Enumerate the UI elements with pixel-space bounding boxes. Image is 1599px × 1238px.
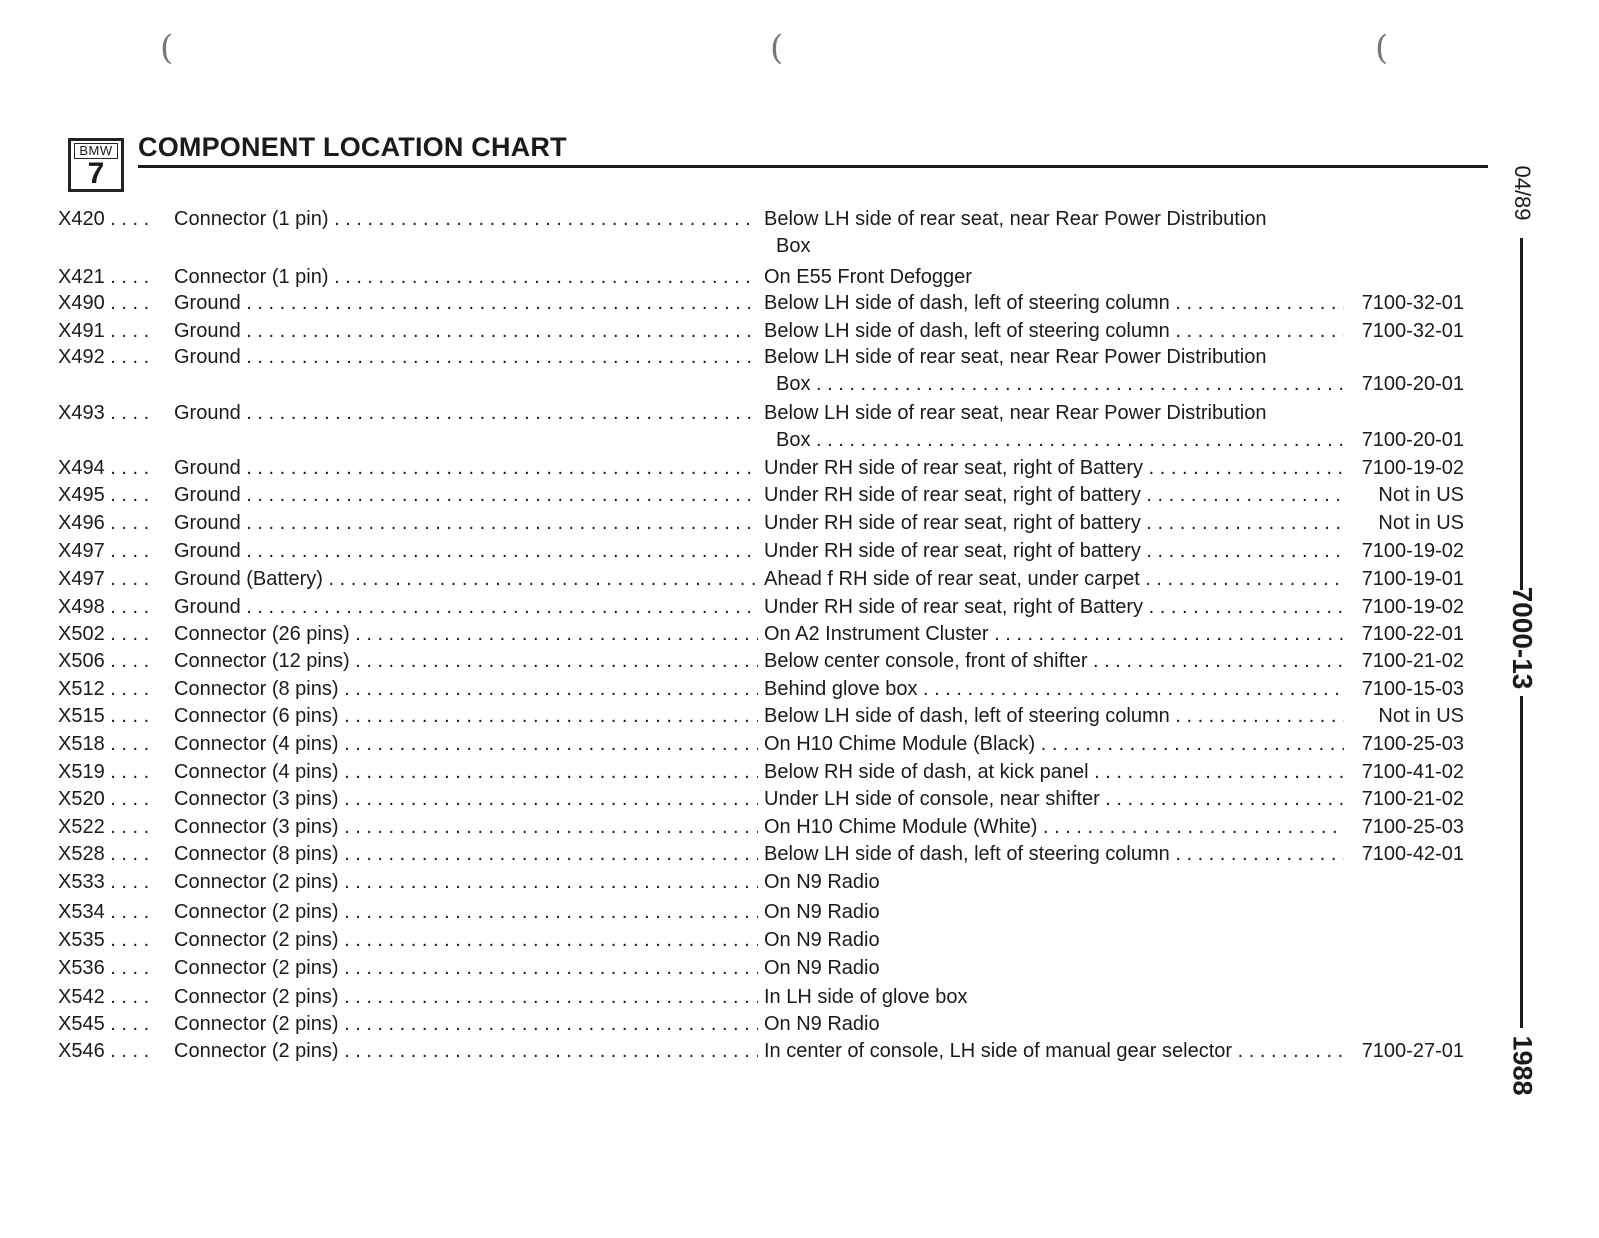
- table-row: [0, 1038, 1500, 1064]
- table-row: [0, 1011, 1500, 1037]
- table-row: [0, 566, 1500, 592]
- component-location: In LH side of glove box: [764, 986, 968, 1008]
- reference-number: 7100-19-01: [1361, 568, 1464, 590]
- reference-number: 7100-25-03: [1361, 733, 1464, 755]
- component-location: Below LH side of dash, left of steering column . . .: [764, 318, 1344, 344]
- component-code: X490 . . . .: [58, 290, 174, 316]
- component-location: Under LH side of console, near shifter . . .: [764, 786, 1344, 812]
- component-name: Connector (6 pins) . . .: [174, 703, 758, 729]
- component-location: On H10 Chime Module (Black) . . .: [764, 731, 1344, 757]
- component-name: Connector (8 pins) . . .: [174, 676, 758, 702]
- bmw-7-series-logo: [68, 138, 124, 192]
- component-code: X492 . . . .: [58, 344, 174, 370]
- component-location: Below LH side of rear seat, near Rear Power Distribution: [764, 346, 1267, 368]
- component-location: On N9 Radio: [764, 957, 880, 979]
- reference-number: 7100-21-02: [1361, 788, 1464, 810]
- component-name: Ground . . .: [174, 290, 758, 316]
- component-location: Below LH side of dash, left of steering column . . .: [764, 703, 1344, 729]
- table-row: [0, 264, 1500, 290]
- component-code: X534 . . . .: [58, 899, 174, 925]
- reference-number: 7100-42-01: [1361, 843, 1464, 865]
- component-code: X420 . . . .: [58, 206, 174, 232]
- component-name: Connector (2 pins) . . .: [174, 1038, 758, 1064]
- table-row: [0, 290, 1500, 316]
- table-row: [0, 899, 1500, 925]
- component-code: X520 . . . .: [58, 786, 174, 812]
- component-code: X491 . . . .: [58, 318, 174, 344]
- component-name: Connector (4 pins) . . .: [174, 731, 758, 757]
- table-row: [0, 482, 1500, 508]
- component-code: X536 . . . .: [58, 955, 174, 981]
- component-location: Below center console, front of shifter . . .: [764, 648, 1344, 674]
- component-name: Ground . . .: [174, 455, 758, 481]
- component-name: Connector (12 pins) . . .: [174, 648, 758, 674]
- component-location-continued: Box . . .: [776, 427, 1344, 453]
- component-location: On N9 Radio: [764, 871, 880, 893]
- reference-number: 7100-19-02: [1361, 457, 1464, 479]
- page-title: COMPONENT LOCATION CHART: [138, 132, 567, 162]
- component-code: X528 . . . .: [58, 841, 174, 867]
- component-code: X522 . . . .: [58, 814, 174, 840]
- margin-date: 04/89: [1510, 165, 1535, 221]
- component-location: On N9 Radio: [764, 901, 880, 923]
- reference-number: 7100-19-02: [1361, 596, 1464, 618]
- component-location: On H10 Chime Module (White) . . .: [764, 814, 1344, 840]
- component-location: On A2 Instrument Cluster . . .: [764, 621, 1344, 647]
- reference-number: Not in US: [1378, 512, 1464, 534]
- margin-section-number: 7000-13: [1507, 586, 1538, 690]
- component-code: X497 . . . .: [58, 538, 174, 564]
- component-name: Connector (2 pins) . . .: [174, 1011, 758, 1037]
- component-code: X535 . . . .: [58, 927, 174, 953]
- reference-number: 7100-21-02: [1361, 650, 1464, 672]
- component-location: On N9 Radio: [764, 1013, 880, 1035]
- component-code: X496 . . . .: [58, 510, 174, 536]
- reference-number: 7100-20-01: [1361, 373, 1464, 395]
- table-row: [0, 841, 1500, 867]
- component-location-continued: Box: [776, 235, 811, 257]
- margin-rule: [1520, 238, 1523, 590]
- table-row: [0, 400, 1500, 451]
- component-code: X494 . . . .: [58, 455, 174, 481]
- margin-model-year: 1988: [1507, 1035, 1538, 1096]
- title-rule: [138, 165, 1488, 168]
- component-location: Under RH side of rear seat, right of Battery . . .: [764, 455, 1344, 481]
- component-code: X515 . . . .: [58, 703, 174, 729]
- reference-number: 7100-25-03: [1361, 816, 1464, 838]
- table-row: [0, 648, 1500, 674]
- component-location: Below RH side of dash, at kick panel . . .: [764, 759, 1344, 785]
- table-row: [0, 955, 1500, 981]
- component-name: Connector (8 pins) . . .: [174, 841, 758, 867]
- component-name: Ground . . .: [174, 538, 758, 564]
- component-name: Connector (2 pins) . . .: [174, 955, 758, 981]
- reference-number: 7100-32-01: [1361, 292, 1464, 314]
- component-name: Connector (2 pins) . . .: [174, 927, 758, 953]
- table-row: [0, 318, 1500, 344]
- component-name: Connector (3 pins) . . .: [174, 786, 758, 812]
- component-name: Connector (26 pins) . . .: [174, 621, 758, 647]
- component-location: Below LH side of rear seat, near Rear Power Distribution: [764, 208, 1267, 230]
- binder-hole-mark: (: [1375, 28, 1389, 68]
- component-name: Connector (1 pin) . . .: [174, 206, 758, 232]
- component-code: X493 . . . .: [58, 400, 174, 426]
- component-code: X519 . . . .: [58, 759, 174, 785]
- table-row: [0, 206, 1500, 257]
- component-code: X502 . . . .: [58, 621, 174, 647]
- component-code: X421 . . . .: [58, 264, 174, 290]
- reference-number: Not in US: [1378, 705, 1464, 727]
- component-location: On E55 Front Defogger: [764, 266, 972, 288]
- component-code: X497 . . . .: [58, 566, 174, 592]
- table-row: [0, 759, 1500, 785]
- reference-number: Not in US: [1378, 484, 1464, 506]
- component-code: X512 . . . .: [58, 676, 174, 702]
- component-name: Ground (Battery) . . .: [174, 566, 758, 592]
- component-location: Under RH side of rear seat, right of battery . . .: [764, 510, 1344, 536]
- table-row: [0, 676, 1500, 702]
- component-name: Ground . . .: [174, 482, 758, 508]
- margin-rule: [1520, 696, 1523, 1028]
- component-location: In center of console, LH side of manual gear selector . . .: [764, 1038, 1344, 1064]
- table-row: [0, 344, 1500, 395]
- component-name: Connector (2 pins) . . .: [174, 869, 758, 895]
- component-location-continued: Box . . .: [776, 371, 1344, 397]
- component-location: Behind glove box . . .: [764, 676, 1344, 702]
- component-code: X533 . . . .: [58, 869, 174, 895]
- table-row: [0, 984, 1500, 1010]
- reference-number: 7100-15-03: [1361, 678, 1464, 700]
- table-row: [0, 731, 1500, 757]
- component-location: Ahead f RH side of rear seat, under carpet . . .: [764, 566, 1344, 592]
- table-row: [0, 510, 1500, 536]
- component-location: Under RH side of rear seat, right of Battery . . .: [764, 594, 1344, 620]
- component-name: Connector (2 pins) . . .: [174, 899, 758, 925]
- component-name: Connector (1 pin) . . .: [174, 264, 758, 290]
- component-location: Below LH side of rear seat, near Rear Power Distribution: [764, 402, 1267, 424]
- component-name: Connector (4 pins) . . .: [174, 759, 758, 785]
- binder-hole-mark: (: [160, 28, 174, 68]
- component-name: Ground . . .: [174, 344, 758, 370]
- component-name: Connector (3 pins) . . .: [174, 814, 758, 840]
- table-row: [0, 814, 1500, 840]
- table-row: [0, 455, 1500, 481]
- table-row: [0, 786, 1500, 812]
- component-code: X498 . . . .: [58, 594, 174, 620]
- component-name: Ground . . .: [174, 510, 758, 536]
- component-location: Below LH side of dash, left of steering column . . .: [764, 290, 1344, 316]
- component-code: X546 . . . .: [58, 1038, 174, 1064]
- reference-number: 7100-27-01: [1361, 1040, 1464, 1062]
- component-code: X545 . . . .: [58, 1011, 174, 1037]
- component-location: On N9 Radio: [764, 929, 880, 951]
- logo-series: 7: [87, 157, 105, 190]
- component-code: X506 . . . .: [58, 648, 174, 674]
- table-row: [0, 869, 1500, 895]
- component-location: Under RH side of rear seat, right of battery . . .: [764, 538, 1344, 564]
- component-code: X518 . . . .: [58, 731, 174, 757]
- component-name: Ground . . .: [174, 318, 758, 344]
- logo-brand: BMW: [74, 143, 118, 159]
- component-location: Under RH side of rear seat, right of battery . . .: [764, 482, 1344, 508]
- reference-number: 7100-32-01: [1361, 320, 1464, 342]
- component-code: X542 . . . .: [58, 984, 174, 1010]
- component-name: Ground . . .: [174, 400, 758, 426]
- component-code: X495 . . . .: [58, 482, 174, 508]
- reference-number: 7100-41-02: [1361, 761, 1464, 783]
- table-row: [0, 703, 1500, 729]
- table-row: [0, 927, 1500, 953]
- component-name: Connector (2 pins) . . .: [174, 984, 758, 1010]
- table-row: [0, 621, 1500, 647]
- table-row: [0, 538, 1500, 564]
- component-name: Ground . . .: [174, 594, 758, 620]
- binder-hole-mark: (: [770, 28, 784, 68]
- reference-number: 7100-19-02: [1361, 540, 1464, 562]
- reference-number: 7100-22-01: [1361, 623, 1464, 645]
- table-row: [0, 594, 1500, 620]
- reference-number: 7100-20-01: [1361, 429, 1464, 451]
- component-location: Below LH side of dash, left of steering column . . .: [764, 841, 1344, 867]
